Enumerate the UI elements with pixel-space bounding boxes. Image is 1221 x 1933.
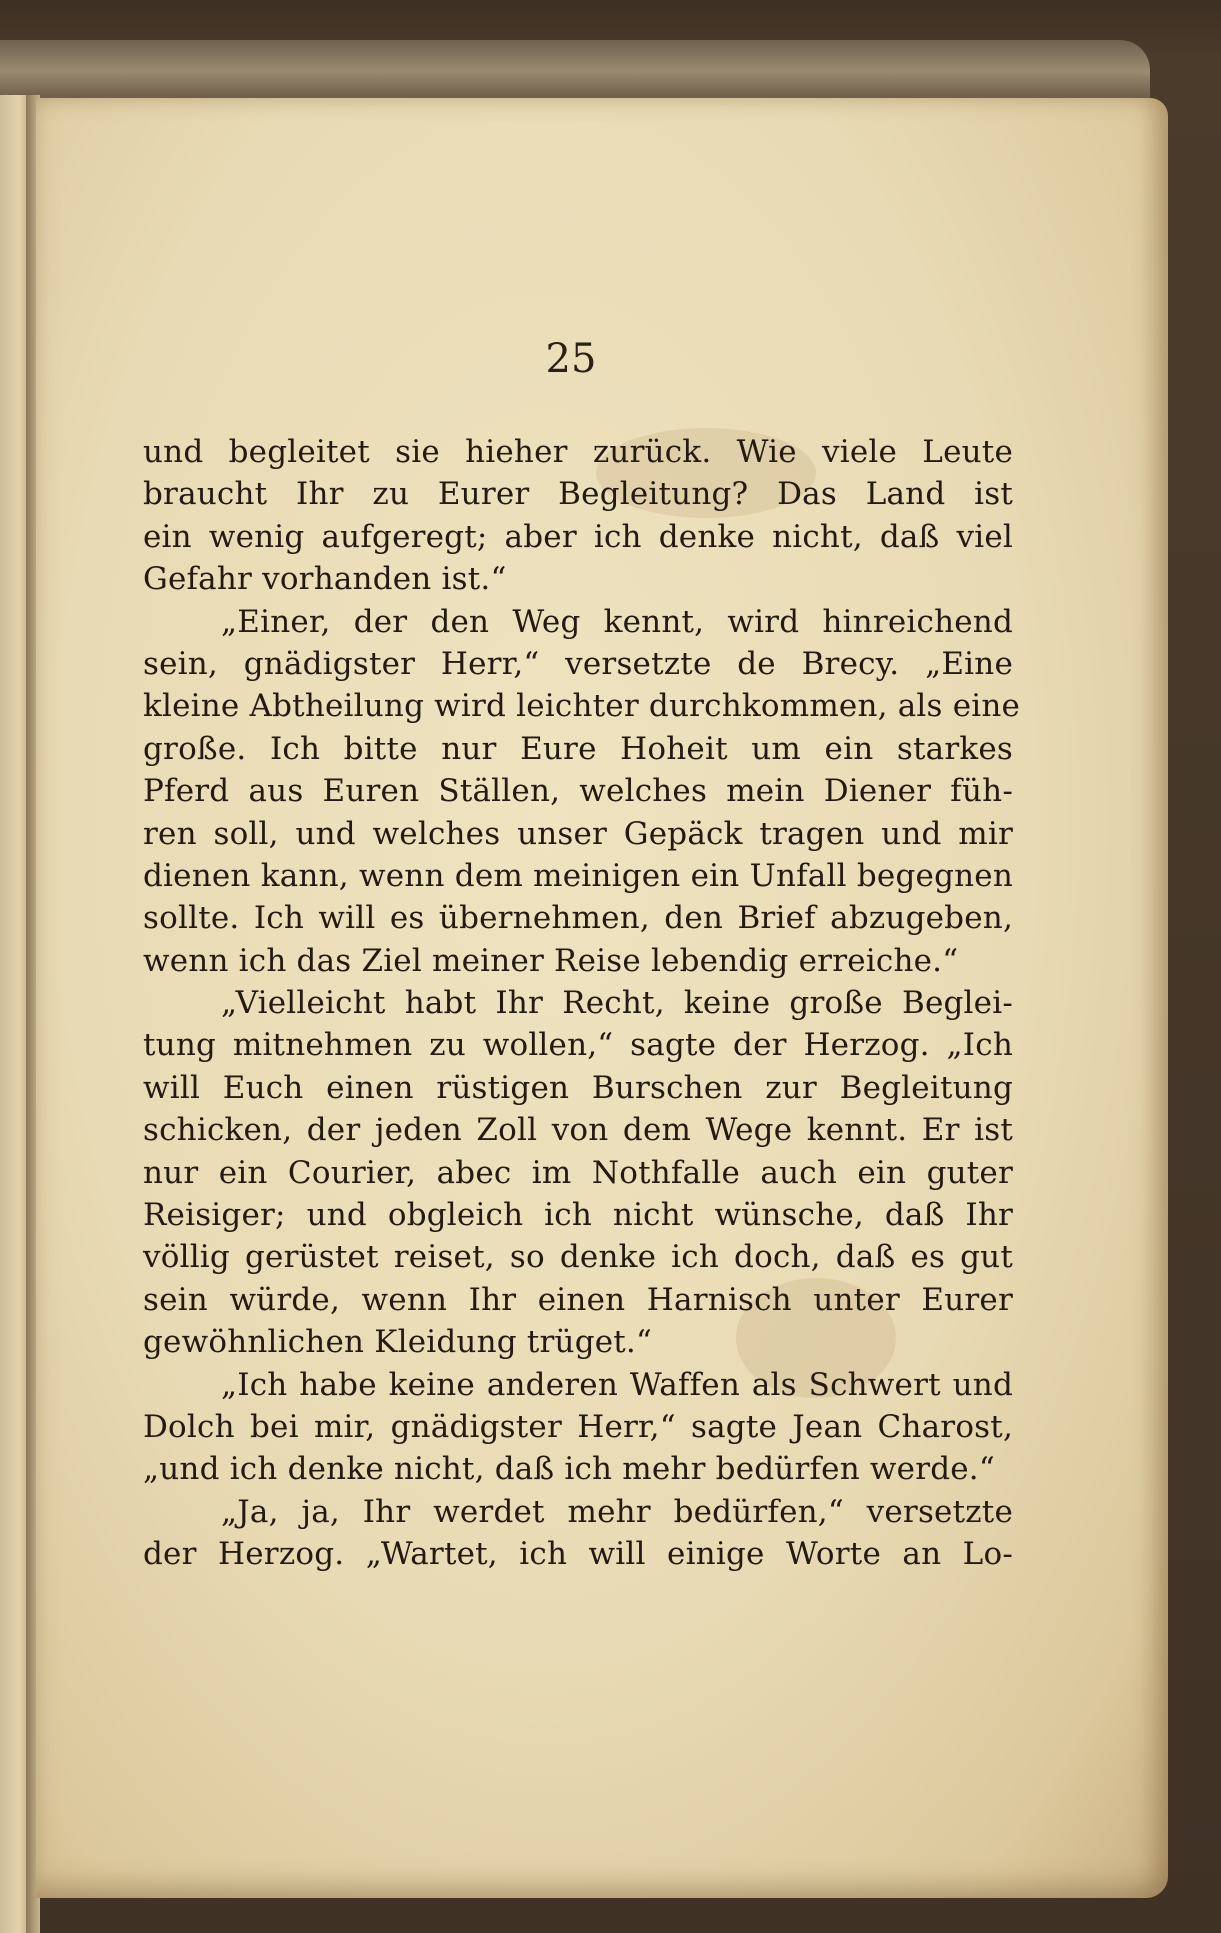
text-line: sein würde, wenn Ihr einen Harnisch unter Eurer: [143, 1281, 1013, 1318]
text-line: dienen kann, wenn dem meinigen ein Unfall begegnen: [143, 857, 1013, 894]
text-line: Pferd aus Euren Ställen, welches mein Diener füh-: [143, 773, 1013, 810]
text-line: nur ein Courier, abec im Nothfalle auch ein guter: [143, 1154, 1013, 1191]
text-line: „Einer, der den Weg kennt, wird hinreichend: [221, 603, 1013, 640]
text-line: „Ich habe keine anderen Waffen als Schwert und: [221, 1366, 1013, 1403]
text-line: will Euch einen rüstigen Burschen zur Begleitung: [143, 1069, 1013, 1106]
text-line: „Ja, ja, Ihr werdet mehr bedürfen,“ versetzte: [221, 1493, 1013, 1530]
page-number: 25: [545, 336, 597, 382]
text-line: „Vielleicht habt Ihr Recht, keine große Beglei-: [221, 985, 1013, 1022]
body-text: [143, 431, 1021, 1576]
text-line: sollte. Ich will es übernehmen, den Brief abzugeben,: [143, 900, 1013, 937]
text-line: tung mitnehmen zu wollen,“ sagte der Herzog. „Ich: [143, 1027, 1013, 1064]
text-line: Reisiger; und obgleich ich nicht wünsche, daß Ihr: [143, 1197, 1013, 1234]
book-page: [36, 98, 1168, 1898]
text-line: „und ich denke nicht, daß ich mehr bedürfen werde.“: [143, 1451, 995, 1488]
text-line: wenn ich das Ziel meiner Reise lebendig erreiche.“: [143, 942, 959, 979]
text-line: kleine Abtheilung wird leichter durchkommen, als eine: [143, 688, 1021, 725]
text-line: schicken, der jeden Zoll von dem Wege kennt. Er ist: [143, 1112, 1013, 1149]
text-line: große. Ich bitte nur Eure Hoheit um ein starkes: [143, 730, 1013, 767]
text-line: und begleitet sie hieher zurück. Wie viele Leute: [143, 434, 1013, 470]
text-line: der Herzog. „Wartet, ich will einige Worte an Lo-: [143, 1536, 1013, 1573]
text-line: sein, gnädigster Herr,“ versetzte de Brecy. „Eine: [143, 645, 1013, 682]
text-line: ren soll, und welches unser Gepäck tragen und mir: [143, 815, 1013, 852]
text-line: Gefahr vorhanden ist.“: [143, 561, 507, 598]
text-line: braucht Ihr zu Eurer Begleitung? Das Land ist: [143, 476, 1013, 513]
text-line: Dolch bei mir, gnädigster Herr,“ sagte Jean Charost,: [143, 1408, 1013, 1445]
text-line: ein wenig aufgeregt; aber ich denke nicht, daß viel: [143, 518, 1013, 555]
text-line: gewöhnlichen Kleidung trüget.“: [143, 1324, 653, 1361]
text-line: völlig gerüstet reiset, so denke ich doch, daß es gut: [143, 1239, 1013, 1276]
